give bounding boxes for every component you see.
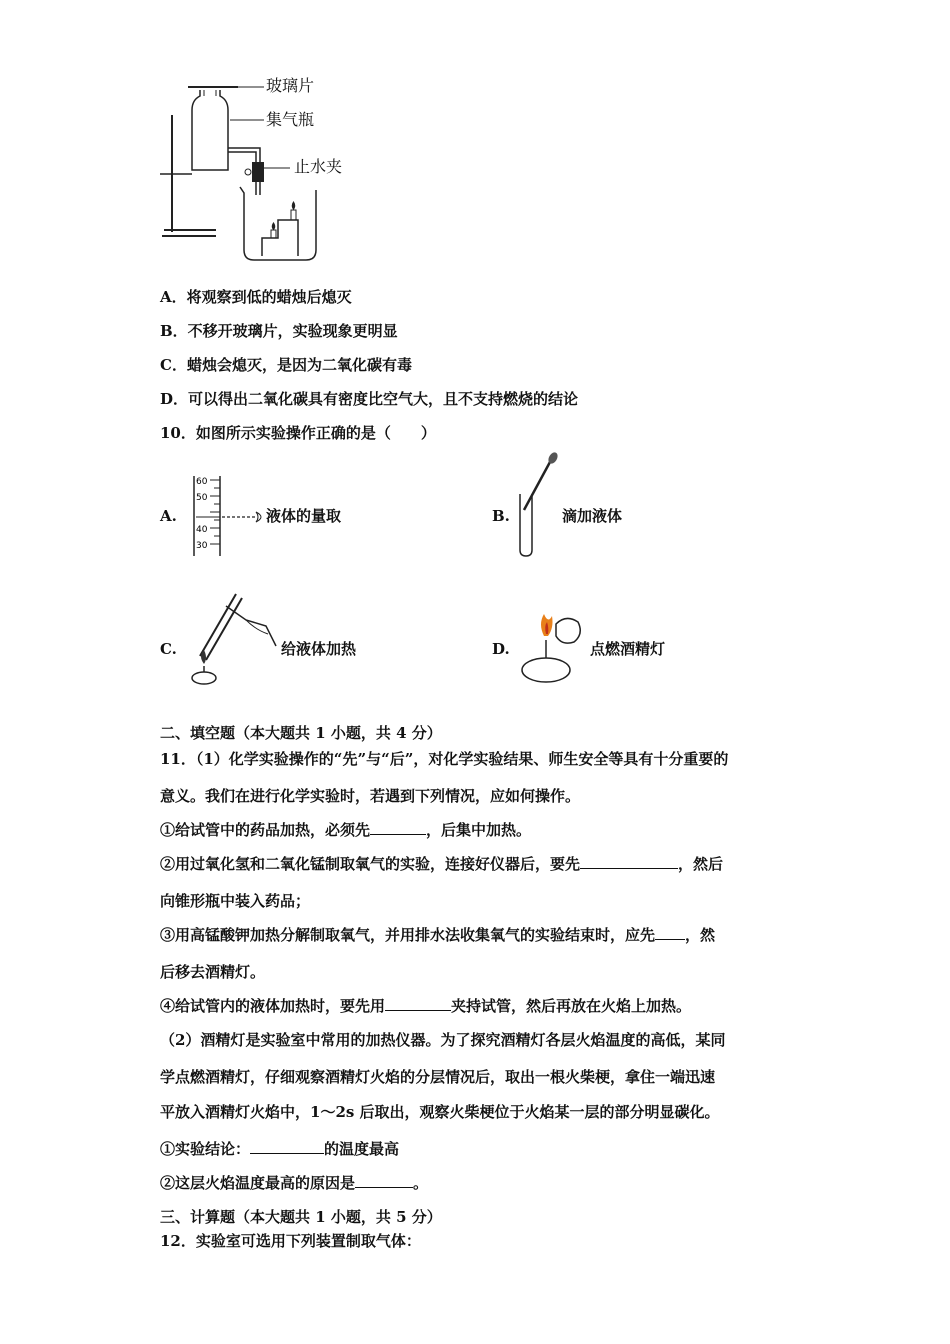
q9-option-d: D．可以得出二氧化碳具有密度比空气大，且不支持燃烧的结论: [160, 390, 579, 408]
q11-item-1-pre: ①给试管中的药品加热，必须先: [160, 821, 371, 839]
cylinder-tick-30: 30: [196, 541, 208, 551]
q11-item-1-post: ，后集中加热。: [426, 821, 532, 839]
section2-heading: 二、填空题（本大题共 1 小题，共 4 分）: [160, 724, 442, 742]
q10-option-a-caption: 液体的量取: [266, 507, 342, 525]
q11-blank-5[interactable]: [250, 1139, 324, 1154]
q11-item-2: [160, 854, 723, 874]
q11-item-3-pre: ③用高锰酸钾加热分解制取氧气，并用排水法收集氧气的实验结束时，应先: [160, 926, 656, 944]
cylinder-tick-50: 50: [196, 493, 208, 503]
q10-stem: 10．如图所示实验操作正确的是（ ）: [160, 424, 436, 442]
q11-conclusion-1: [160, 1139, 399, 1159]
graduated-cylinder-figure: [186, 472, 272, 560]
q11-item-3-cont: 后移去酒精灯。: [160, 963, 266, 981]
q11-blank-2[interactable]: [580, 854, 678, 869]
q11-line-2: 意义。我们在进行化学实验时，若遇到下列情况，应如何操作。: [160, 787, 581, 805]
q11-item-4: [160, 996, 691, 1016]
q11-conclusion-2-post: 。: [413, 1174, 429, 1192]
lighting-alcohol-lamp-figure: [512, 596, 592, 688]
q12-stem: 12．实验室可选用下列装置制取气体：: [160, 1232, 421, 1250]
q9-option-a: A．将观察到低的蜡烛后熄灭: [160, 288, 352, 306]
q10-option-b-caption: 滴加液体: [562, 507, 623, 525]
q11-blank-1[interactable]: [370, 820, 426, 835]
figure-label-clamp: 止水夹: [294, 157, 343, 176]
q11-item-2-cont: 向锥形瓶中装入药品；: [160, 892, 311, 910]
q11-blank-3[interactable]: [655, 925, 685, 940]
q10-option-c-caption: 给液体加热: [281, 640, 357, 658]
q11-item-4-pre: ④给试管内的液体加热时，要先用: [160, 997, 386, 1015]
q10-option-a-letter: A.: [160, 507, 177, 525]
q10-option-d-letter: D.: [492, 640, 510, 658]
q10-option-c-letter: C.: [160, 640, 177, 658]
dropper-and-test-tube-figure: [512, 452, 562, 560]
q11-item-2-pre: ②用过氧化氢和二氧化锰制取氧气的实验，连接好仪器后，要先: [160, 855, 581, 873]
q11-part2-line-2: 学点燃酒精灯，仔细观察酒精灯火焰的分层情况后，取出一根火柴梗，拿住一端迅速: [160, 1068, 716, 1086]
figure-label-bottle: 集气瓶: [266, 110, 315, 129]
q11-conclusion-1-post: 的温度最高: [324, 1140, 400, 1158]
q10-option-d-caption: 点燃酒精灯: [590, 640, 666, 658]
q11-item-3-post: ，然: [685, 926, 716, 944]
figure-label-glass: 玻璃片: [266, 76, 315, 95]
q11-item-3: [160, 925, 715, 945]
q11-conclusion-2-pre: ②这层火焰温度最高的原因是: [160, 1174, 356, 1192]
q11-conclusion-2: [160, 1173, 428, 1193]
q11-line-1: 11．（1）化学实验操作的“先”与“后”，对化学实验结果、师生安全等具有十分重要的: [160, 750, 729, 768]
q11-item-2-post: ，然后: [678, 855, 724, 873]
section3-heading: 三、计算题（本大题共 1 小题，共 5 分）: [160, 1208, 442, 1226]
cylinder-tick-60: 60: [196, 477, 208, 487]
q11-part2-line-3: 平放入酒精灯火焰中，1～2s 后取出，观察火柴梗位于火焰某一层的部分明显碳化。: [160, 1103, 720, 1121]
heating-liquid-figure: [186, 586, 282, 688]
q9-option-b: B．不移开玻璃片，实验现象更明显: [160, 322, 398, 340]
q11-blank-4[interactable]: [385, 996, 451, 1011]
q11-conclusion-1-pre: ①实验结论：: [160, 1140, 251, 1158]
q11-item-4-post: 夹持试管，然后再放在火焰上加热。: [451, 997, 692, 1015]
q11-part2-line-1: （2）酒精灯是实验室中常用的加热仪器。为了探究酒精灯各层火焰温度的高低，某同: [160, 1031, 726, 1049]
cylinder-tick-40: 40: [196, 525, 208, 535]
q10-option-b-letter: B.: [492, 507, 510, 525]
q11-item-1: [160, 820, 531, 840]
q9-option-c: C．蜡烛会熄灭，是因为二氧化碳有毒: [160, 356, 412, 374]
q11-blank-6[interactable]: [355, 1173, 413, 1188]
